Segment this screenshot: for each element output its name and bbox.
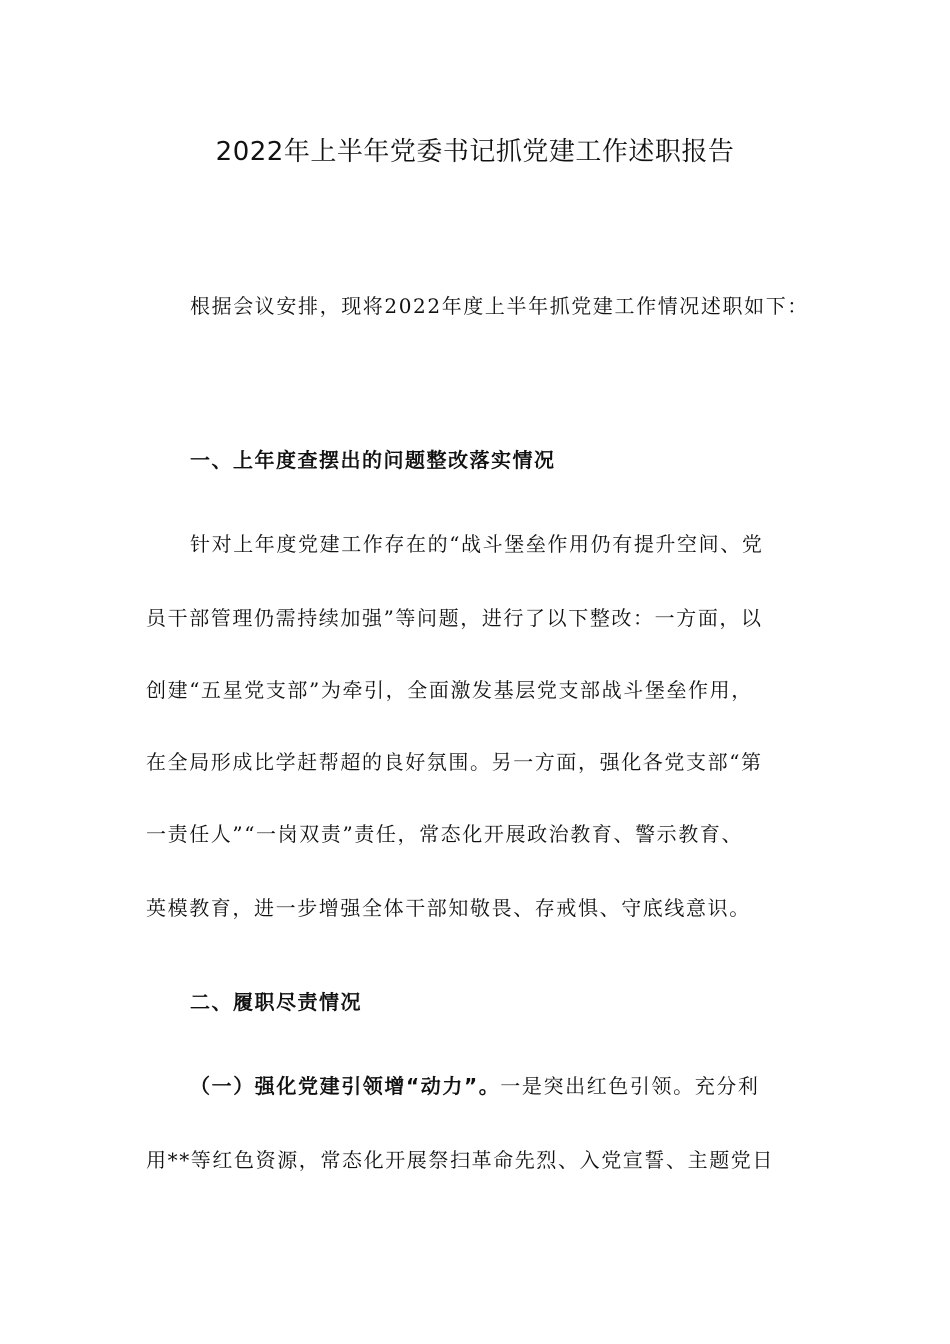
subsection-line [190, 1066, 810, 1106]
paragraph-line: 创建“五星党支部”为牵引，全面激发基层党支部战斗堡垒作用， [146, 678, 753, 702]
paragraph-line: 一责任人”“一岗双责”责任，常态化开展政治教育、警示教育、 [146, 822, 744, 846]
intro-paragraph: 根据会议安排，现将2022年度上半年抓党建工作情况述职如下： [190, 294, 809, 318]
paragraph-line: 员干部管理仍需持续加强”等问题，进行了以下整改：一方面，以 [146, 606, 763, 630]
paragraph-line: 针对上年度党建工作存在的“战斗堡垒作用仍有提升空间、党 [190, 532, 764, 556]
section-heading-1: 一、上年度查摆出的问题整改落实情况 [190, 448, 556, 472]
document-title: 2022年上半年党委书记抓党建工作述职报告 [215, 137, 735, 167]
paragraph-line: 英模教育，进一步增强全体干部知敬畏、存戒惧、守底线意识。 [146, 896, 751, 920]
subsection-heading: （一）强化党建引领增“动力”。 [190, 1074, 501, 1098]
subsection-text: 一是突出红色引领。充分利 [500, 1074, 760, 1098]
paragraph-line: 在全局形成比学赶帮超的良好氛围。另一方面，强化各党支部“第 [146, 750, 763, 774]
paragraph-line: 用**等红色资源，常态化开展祭扫革命先烈、入党宣誓、主题党日 [146, 1148, 774, 1172]
section-heading-2: 二、履职尽责情况 [190, 990, 362, 1014]
